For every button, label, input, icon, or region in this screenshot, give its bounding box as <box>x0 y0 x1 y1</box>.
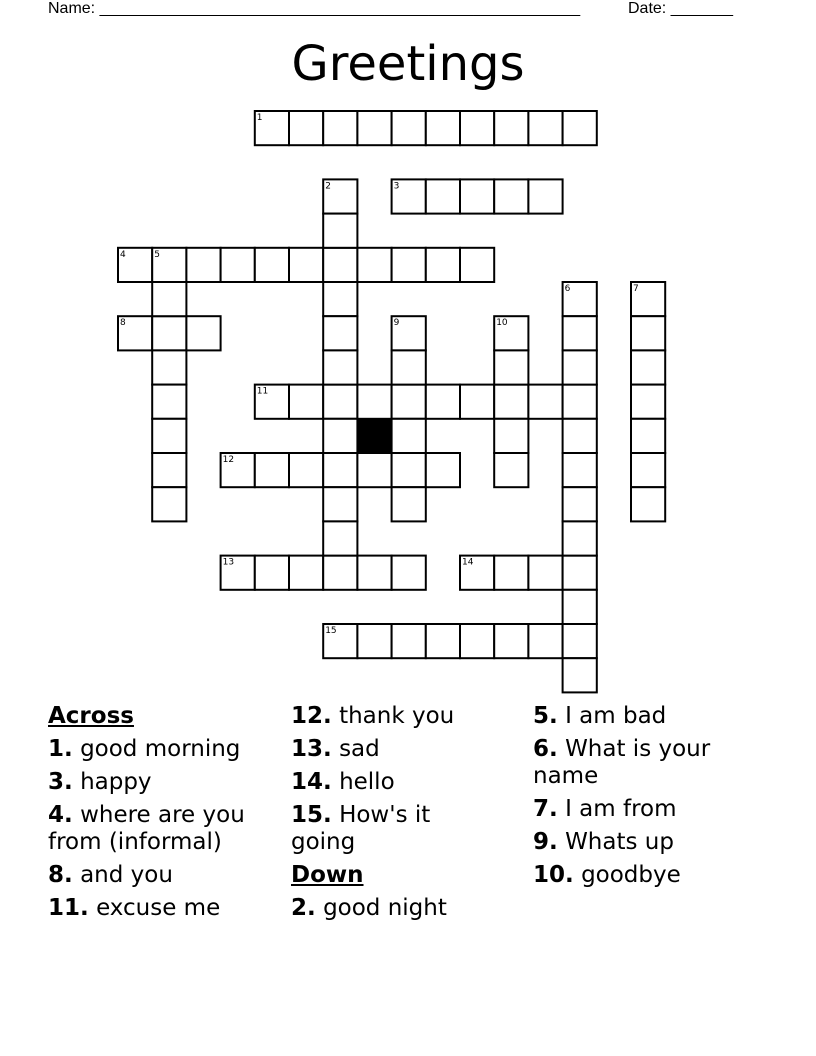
clue-item <box>291 736 521 763</box>
clue-number-label: 6 <box>564 284 571 294</box>
crossword-cell[interactable] <box>494 624 528 658</box>
clue-item <box>291 703 521 730</box>
crossword-cell[interactable] <box>323 111 357 145</box>
date-label: Date: <box>628 0 667 17</box>
black-cell <box>357 419 391 453</box>
crossword-cell[interactable] <box>460 179 494 213</box>
crossword-cell[interactable] <box>631 419 665 453</box>
clue-item <box>48 769 278 796</box>
clue-number: 6. <box>533 736 558 762</box>
crossword-cell[interactable] <box>255 248 289 282</box>
crossword-cell[interactable] <box>631 316 665 350</box>
clue-number: 9. <box>533 829 558 855</box>
clue-column-2 <box>291 703 521 928</box>
crossword-cell[interactable] <box>426 624 460 658</box>
crossword-cell[interactable] <box>563 385 597 419</box>
crossword-cell[interactable] <box>528 556 562 590</box>
crossword-cell[interactable] <box>563 350 597 384</box>
crossword-cell[interactable] <box>528 385 562 419</box>
clue-number-label: 13 <box>222 557 235 568</box>
clue-text: sad <box>339 736 380 762</box>
crossword-cell[interactable] <box>152 385 186 419</box>
clue-text: good morning <box>80 736 241 762</box>
clue-number-label: 5 <box>154 249 160 260</box>
clue-column-1 <box>48 703 278 928</box>
clue-number: 3. <box>48 769 73 795</box>
crossword-cell[interactable] <box>289 248 323 282</box>
clue-text: hello <box>339 769 395 795</box>
clue-number-label: 11 <box>256 386 269 397</box>
clue-text: thank you <box>339 703 455 729</box>
clue-number: 15. <box>291 802 332 828</box>
page-title: Greetings <box>291 36 525 92</box>
crossword-cell[interactable] <box>563 453 597 487</box>
clue-number: 11. <box>48 895 89 921</box>
crossword-cell[interactable] <box>494 179 528 213</box>
crossword-cell[interactable] <box>563 111 597 145</box>
clue-number-label: 4 <box>120 249 126 260</box>
clue-text: where are you from (informal) <box>48 802 245 855</box>
crossword-cell[interactable] <box>152 350 186 384</box>
crossword-cell[interactable] <box>563 556 597 590</box>
clue-number: 1. <box>48 736 73 762</box>
clue-text: excuse me <box>96 895 221 921</box>
crossword-cell[interactable] <box>392 385 426 419</box>
crossword-cell[interactable] <box>494 385 528 419</box>
clue-number-label: 14 <box>462 557 474 568</box>
crossword-cell[interactable] <box>255 556 289 590</box>
crossword-cell[interactable] <box>323 419 357 453</box>
clue-number-label: 2 <box>325 181 331 192</box>
clue-number: 13. <box>291 736 332 762</box>
clue-column-3 <box>533 703 773 895</box>
crossword-cell[interactable] <box>152 419 186 453</box>
crossword-cell[interactable] <box>392 350 426 384</box>
crossword-cell[interactable] <box>186 248 220 282</box>
clue-number-label: 12 <box>222 455 235 465</box>
clue-item <box>48 895 278 922</box>
crossword-cell[interactable] <box>221 248 255 282</box>
clue-number-label: 9 <box>393 318 400 329</box>
clue-item <box>291 802 461 856</box>
crossword-cell[interactable] <box>563 419 597 453</box>
clue-number-label: 1 <box>256 113 263 123</box>
crossword-cell[interactable] <box>563 590 597 624</box>
crossword-cell[interactable] <box>631 487 665 521</box>
crossword-cell[interactable] <box>563 521 597 555</box>
crossword-cell[interactable] <box>426 385 460 419</box>
crossword-cell[interactable] <box>563 658 597 692</box>
crossword-cell[interactable] <box>494 556 528 590</box>
clue-number-label: 3 <box>393 181 400 192</box>
clue-text: I am bad <box>565 703 667 729</box>
clue-item <box>533 862 773 889</box>
crossword-cell[interactable] <box>152 453 186 487</box>
crossword-cell[interactable] <box>323 487 357 521</box>
crossword-cell[interactable] <box>631 453 665 487</box>
crossword-cell[interactable] <box>392 111 426 145</box>
crossword-cell[interactable] <box>152 282 186 316</box>
clue-text: What is your name <box>533 736 711 789</box>
crossword-cell[interactable] <box>392 556 426 590</box>
clue-text: good night <box>323 895 447 921</box>
crossword-cell[interactable] <box>392 419 426 453</box>
clue-item <box>48 862 278 889</box>
clue-number: 10. <box>533 862 574 888</box>
clue-text: Whats up <box>565 829 674 855</box>
crossword-cell[interactable] <box>357 111 391 145</box>
crossword-cell[interactable] <box>323 350 357 384</box>
clue-number-label: 7 <box>633 284 639 294</box>
clue-item <box>533 829 773 856</box>
clue-number: 12. <box>291 703 332 729</box>
across-heading: Across <box>48 703 134 729</box>
date-line[interactable]: _______ <box>670 0 733 17</box>
clue-text: I am from <box>565 796 677 822</box>
crossword-cell[interactable] <box>494 111 528 145</box>
crossword-cell[interactable] <box>323 385 357 419</box>
clue-number: 4. <box>48 802 73 828</box>
clue-item <box>533 703 773 730</box>
crossword-cell[interactable] <box>289 453 323 487</box>
crossword-cell[interactable] <box>392 453 426 487</box>
crossword-cell[interactable] <box>426 179 460 213</box>
crossword-cell[interactable] <box>426 453 460 487</box>
clue-number: 5. <box>533 703 558 729</box>
crossword-cell[interactable] <box>563 316 597 350</box>
clue-item <box>291 769 521 796</box>
clue-number-label: 10 <box>496 318 508 329</box>
crossword-cell[interactable] <box>528 624 562 658</box>
crossword-cell[interactable] <box>460 624 494 658</box>
crossword-cell[interactable] <box>460 385 494 419</box>
crossword-cell[interactable] <box>528 179 562 213</box>
crossword-cell[interactable] <box>289 556 323 590</box>
clue-number: 7. <box>533 796 558 822</box>
crossword-cell[interactable] <box>460 248 494 282</box>
crossword-cell[interactable] <box>357 624 391 658</box>
crossword-cell[interactable] <box>460 111 494 145</box>
crossword-cell[interactable] <box>289 385 323 419</box>
clue-item <box>291 895 521 922</box>
crossword-cell[interactable] <box>323 214 357 248</box>
crossword-cell[interactable] <box>289 111 323 145</box>
down-heading: Down <box>291 862 364 888</box>
crossword-cell[interactable] <box>528 111 562 145</box>
clue-item <box>533 736 743 790</box>
crossword-cell[interactable] <box>392 624 426 658</box>
clue-item <box>533 796 773 823</box>
crossword-cell[interactable] <box>426 111 460 145</box>
crossword-cell[interactable] <box>323 282 357 316</box>
crossword-cell[interactable] <box>357 385 391 419</box>
clue-item <box>48 736 278 763</box>
clue-number-label: 15 <box>325 626 337 636</box>
clue-number: 8. <box>48 862 73 888</box>
crossword-cell[interactable] <box>631 385 665 419</box>
crossword-cell[interactable] <box>392 248 426 282</box>
clue-text: happy <box>80 769 152 795</box>
name-line[interactable]: ______________________________________________________ <box>99 0 581 17</box>
crossword-cell[interactable] <box>323 453 357 487</box>
crossword-cell[interactable] <box>392 487 426 521</box>
crossword-cell[interactable] <box>494 350 528 384</box>
crossword-cell[interactable] <box>426 248 460 282</box>
crossword-cell[interactable] <box>152 316 186 350</box>
crossword-cell[interactable] <box>323 521 357 555</box>
name-label: Name: <box>48 0 96 17</box>
crossword-cell[interactable] <box>357 248 391 282</box>
crossword-cell[interactable] <box>563 624 597 658</box>
crossword-cell[interactable] <box>323 316 357 350</box>
crossword-cell[interactable] <box>631 350 665 384</box>
crossword-cell[interactable] <box>255 453 289 487</box>
crossword-cell[interactable] <box>494 453 528 487</box>
crossword-cell[interactable] <box>357 453 391 487</box>
crossword-cell[interactable] <box>323 556 357 590</box>
clue-text: and you <box>80 862 173 888</box>
clue-number: 14. <box>291 769 332 795</box>
clue-item <box>48 802 278 856</box>
crossword-cell[interactable] <box>563 487 597 521</box>
crossword-cell[interactable] <box>323 248 357 282</box>
crossword-cell[interactable] <box>152 487 186 521</box>
crossword-cell[interactable] <box>186 316 220 350</box>
clue-number: 2. <box>291 895 316 921</box>
clue-text: How's it going <box>291 802 431 855</box>
clue-number-label: 8 <box>120 318 126 329</box>
crossword-cell[interactable] <box>357 556 391 590</box>
crossword-cell[interactable] <box>494 419 528 453</box>
clue-text: goodbye <box>581 862 681 888</box>
